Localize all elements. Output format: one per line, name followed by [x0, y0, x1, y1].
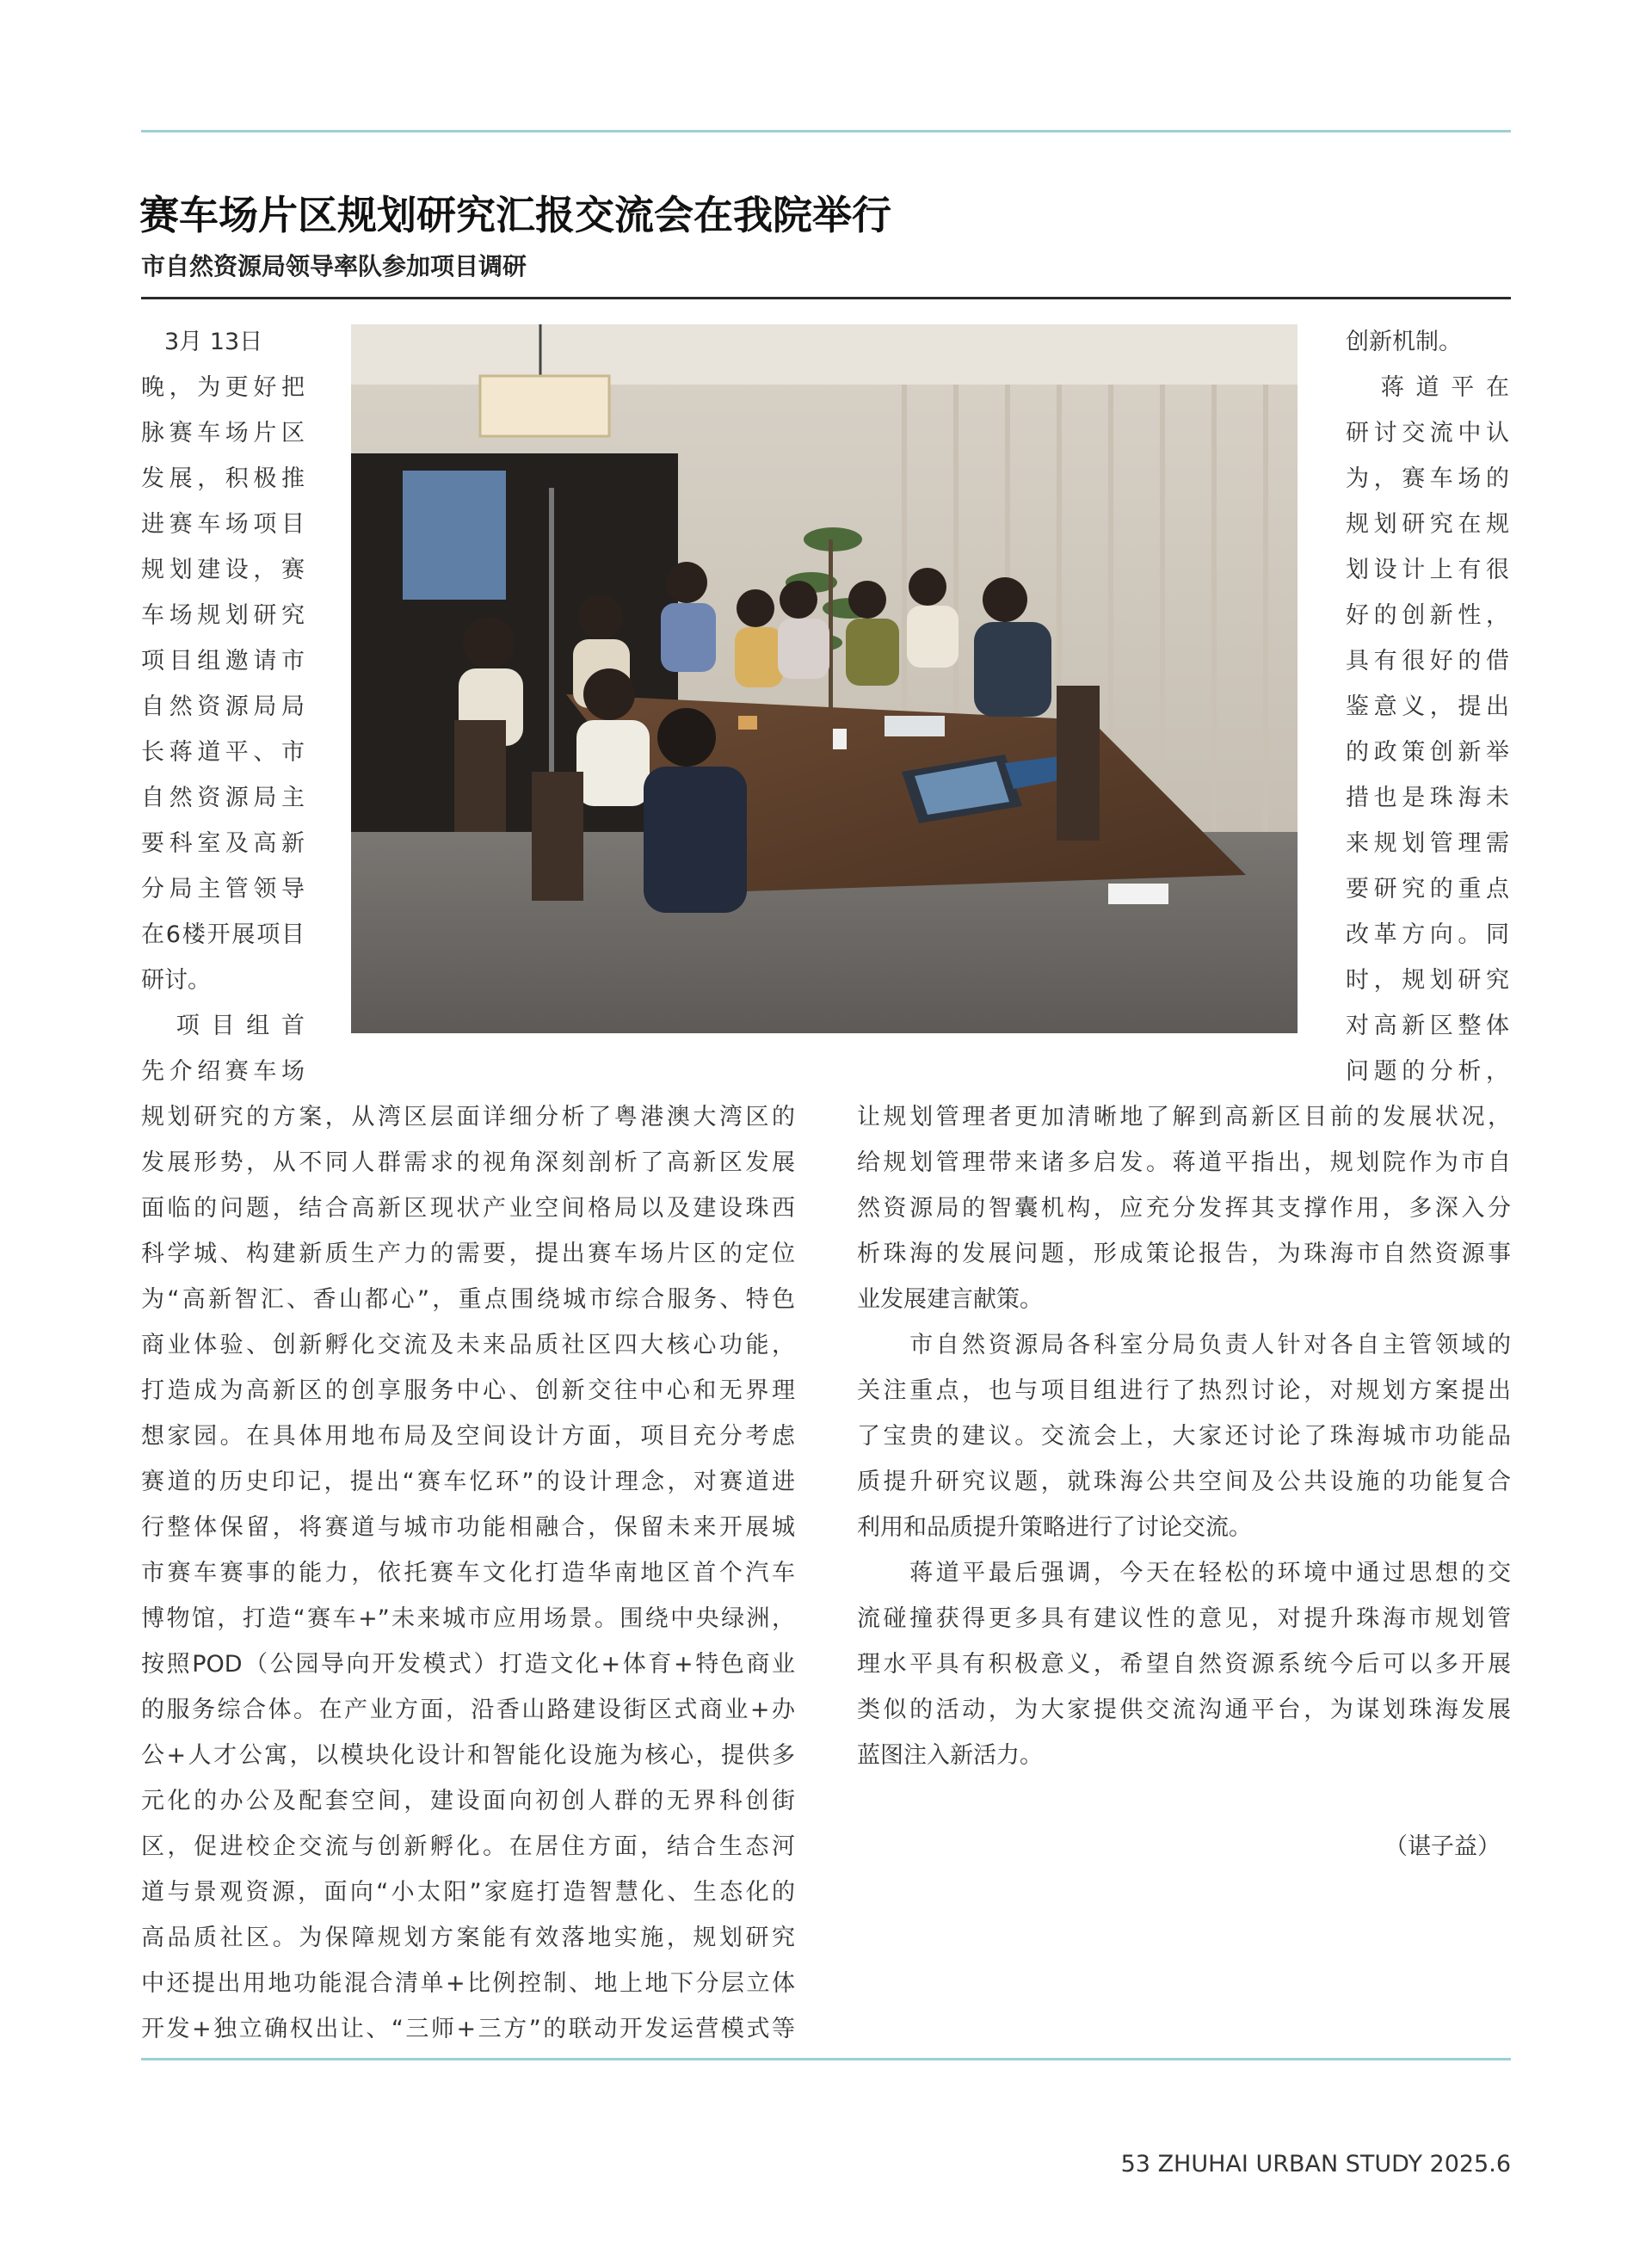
page-footer: 53 ZHUHAI URBAN STUDY 2025.6 [1120, 2151, 1511, 2177]
body-line: 车场规划研究 [141, 602, 305, 629]
body-line: 行整体保留，将赛道与城市功能相融合，保留未来开展城 [141, 1514, 795, 1541]
body-line: 赛道的历史印记，提出“赛车忆环”的设计理念，对赛道进 [141, 1469, 795, 1495]
body-line: 的政策创新举 [1346, 739, 1509, 766]
body-line: 了宝贵的建议。交流会上，大家还讨论了珠海城市功能品 [857, 1423, 1511, 1450]
body-line: 的服务综合体。在产业方面，沿香山路建设街区式商业+办 [141, 1697, 795, 1723]
body-line: 理水平具有积极意义，希望自然资源系统今后可以多开展 [857, 1651, 1511, 1678]
body-line: 开发+独立确权出让、“三师+三方”的联动开发运营模式等 [141, 2016, 795, 2042]
body-line: 关注重点，也与项目组进行了热烈讨论，对规划方案提出 [857, 1377, 1511, 1404]
title-rule [141, 297, 1511, 299]
body-line: 研讨。 [141, 967, 211, 994]
body-line: 时，规划研究 [1346, 967, 1509, 994]
body-line: 打造成为高新区的创享服务中心、创新交往中心和无界理 [141, 1377, 795, 1404]
body-line: 公+人才公寓，以模块化设计和智能化设施为核心，提供多 [141, 1742, 795, 1769]
body-line: 蒋道平最后强调，今天在轻松的环境中通过思想的交 [857, 1560, 1511, 1586]
body-line: 改革方向。同 [1346, 921, 1509, 948]
author-credit: （谌子益） [1384, 1833, 1501, 1860]
body-line: 先介绍赛车场 [141, 1058, 305, 1085]
body-line: 规划研究在规 [1346, 511, 1509, 538]
article-subtitle: 市自然资源局领导率队参加项目调研 [141, 252, 527, 280]
body-line: 面临的问题，结合高新区现状产业空间格局以及建设珠西 [141, 1195, 795, 1222]
body-line: 然资源局的智囊机构，应充分发挥其支撑作用，多深入分 [857, 1195, 1511, 1222]
body-line: 元化的办公及配套空间，建设面向初创人群的无界科创街 [141, 1788, 795, 1814]
bottom-rule [141, 2058, 1511, 2060]
body-line: 为，赛车场的 [1346, 465, 1509, 492]
body-line: 市自然资源局各科室分局负责人针对各自主管领域的 [857, 1332, 1511, 1358]
body-line: 长蒋道平、市 [141, 739, 305, 766]
body-line: 道与景观资源，面向“小太阳”家庭打造智慧化、生态化的 [141, 1879, 795, 1906]
body-line: 让规划管理者更加清晰地了解到高新区目前的发展状况， [857, 1104, 1511, 1130]
body-line: 类似的活动，为大家提供交流沟通平台，为谋划珠海发展 [857, 1697, 1511, 1723]
body-line: 为“高新智汇、香山都心”，重点围绕城市综合服务、特色 [141, 1286, 795, 1313]
body-line: 中还提出用地功能混合清单+比例控制、地上地下分层立体 [141, 1970, 795, 1997]
body-line: 高品质社区。为保障规划方案能有效落地实施，规划研究 [141, 1925, 795, 1951]
body-line: 自然资源局主 [141, 785, 305, 811]
body-line: 要研究的重点 [1346, 876, 1509, 902]
meeting-photo [351, 324, 1298, 1033]
body-line: 3月 13日 [141, 329, 263, 355]
body-line: 发展，积极推 [141, 465, 305, 492]
body-line: 研讨交流中认 [1346, 420, 1509, 447]
body-line: 质提升研究议题，就珠海公共空间及公共设施的功能复合 [857, 1469, 1511, 1495]
body-line: 分局主管领导 [141, 876, 305, 902]
body-line: 发展形势，从不同人群需求的视角深刻剖析了高新区发展 [141, 1149, 795, 1176]
body-line: 项目组首 [141, 1013, 305, 1039]
body-line: 利用和品质提升策略进行了讨论交流。 [857, 1514, 1252, 1541]
body-line: 规划建设，赛 [141, 557, 305, 583]
body-line: 博物馆，打造“赛车+”未来城市应用场景。围绕中央绿洲， [141, 1605, 795, 1632]
body-line: 区，促进校企交流与创新孵化。在居住方面，结合生态河 [141, 1833, 795, 1860]
body-line: 脉赛车场片区 [141, 420, 305, 447]
top-rule [141, 130, 1511, 132]
body-line: 自然资源局局 [141, 693, 305, 720]
body-line: 措也是珠海未 [1346, 785, 1509, 811]
body-line: 想家园。在具体用地布局及空间设计方面，项目充分考虑 [141, 1423, 795, 1450]
body-line: 析珠海的发展问题，形成策论报告，为珠海市自然资源事 [857, 1241, 1511, 1267]
body-line: 项目组邀请市 [141, 648, 305, 674]
body-line: 问题的分析， [1346, 1058, 1509, 1085]
body-line: 流碰撞获得更多具有建议性的意见，对提升珠海市规划管 [857, 1605, 1511, 1632]
body-line: 市赛车赛事的能力，依托赛车文化打造华南地区首个汽车 [141, 1560, 795, 1586]
body-line: 好的创新性， [1346, 602, 1509, 629]
body-line: 业发展建言献策。 [857, 1286, 1043, 1313]
body-line: 蓝图注入新活力。 [857, 1742, 1043, 1769]
body-line: 对高新区整体 [1346, 1013, 1509, 1039]
article-title: 赛车场片区规划研究汇报交流会在我院举行 [139, 192, 891, 238]
body-line: 来规划管理需 [1346, 830, 1509, 857]
body-line: 晚，为更好把 [141, 374, 305, 401]
body-line: 蒋道平在 [1346, 374, 1509, 401]
body-line: 在6楼开展项目 [141, 921, 305, 948]
body-line: 商业体验、创新孵化交流及未来品质社区四大核心功能， [141, 1332, 795, 1358]
body-line: 创新机制。 [1346, 329, 1462, 355]
body-line: 具有很好的借 [1346, 648, 1509, 674]
body-line: 给规划管理带来诸多启发。蒋道平指出，规划院作为市自 [857, 1149, 1511, 1176]
body-line: 进赛车场项目 [141, 511, 305, 538]
body-line: 划设计上有很 [1346, 557, 1509, 583]
body-line: 按照POD（公园导向开发模式）打造文化+体育+特色商业 [141, 1651, 795, 1678]
body-line: 规划研究的方案，从湾区层面详细分析了粤港澳大湾区的 [141, 1104, 795, 1130]
body-line: 鉴意义，提出 [1346, 693, 1509, 720]
body-line: 科学城、构建新质生产力的需要，提出赛车场片区的定位 [141, 1241, 795, 1267]
body-line: 要科室及高新 [141, 830, 305, 857]
